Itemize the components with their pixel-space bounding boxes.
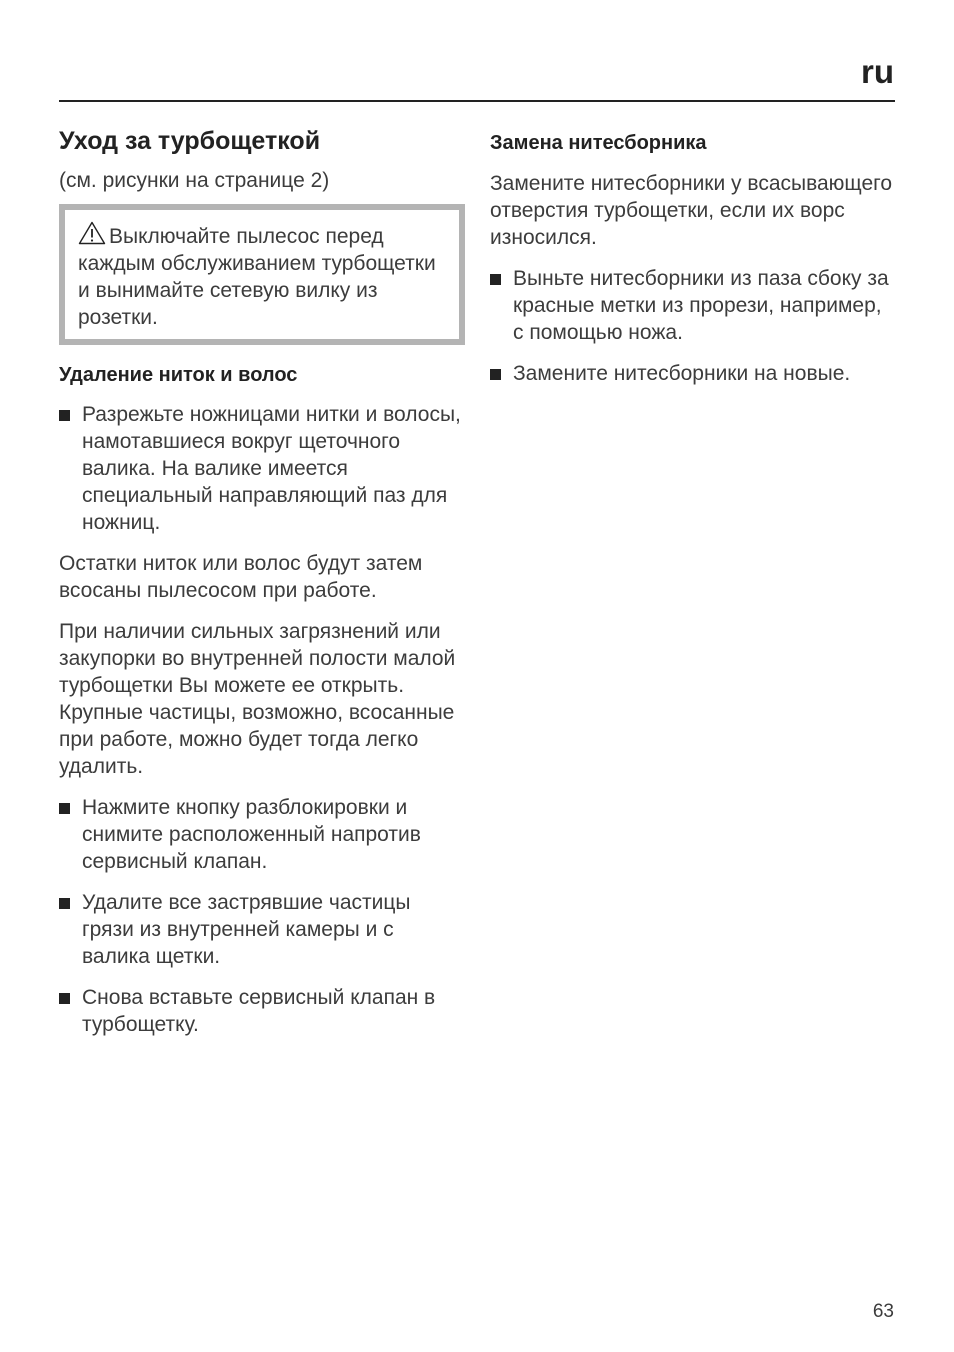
warning-text: Выключайте пылесос перед каждым обслуживанием турбощетки и вынимайте сетевую вилку из розетки. (78, 225, 436, 329)
right-column (490, 125, 895, 401)
section-heading-replacement: Замена нитесборника (490, 132, 707, 154)
list-item-text: Замените нитесборники на новые. (513, 362, 851, 385)
section-heading-thread-removal: Удаление ниток и волос (59, 364, 298, 386)
page-number: 63 (872, 1301, 894, 1322)
square-bullet-icon (59, 410, 70, 421)
language-label: ru (861, 53, 894, 90)
left-column (59, 125, 465, 1052)
warning-triangle-icon (78, 221, 106, 245)
list-item-text: Удалите все застрявшие частицы грязи из внутренней камеры и с валика щетки. (82, 891, 411, 968)
list-item (59, 984, 465, 1038)
square-bullet-icon (59, 803, 70, 814)
list-item-text: Снова вставьте сервисный клапан в турбощетку. (82, 986, 436, 1036)
paragraph-residue: Остатки ниток или волос будут затем всосаны пылесосом при работе. (59, 552, 423, 602)
list-item-text: Разрежьте ножницами нитки и волосы, намотавшиеся вокруг щеточного валика. На валике имеется специальный направляющий паз для ножниц. (82, 403, 461, 534)
paragraph-blockage: При наличии сильных загрязнений или закупорки во внутренней полости малой турбощетки Вы можете ее открыть. Крупные частицы, возможно, всосанные при работе, можно будет тогда легко удалить. (59, 620, 456, 778)
square-bullet-icon (59, 993, 70, 1004)
square-bullet-icon (490, 369, 501, 380)
warning-box (59, 204, 465, 345)
page-title: Уход за турбощеткой (59, 127, 321, 155)
list-item (59, 401, 465, 536)
list-item (490, 360, 895, 387)
square-bullet-icon (59, 898, 70, 909)
square-bullet-icon (490, 274, 501, 285)
list-item (490, 265, 895, 346)
list-item-text: Нажмите кнопку разблокировки и снимите расположенный напротив сервисный клапан. (82, 796, 421, 873)
list-item-text: Выньте нитесборники из паза сбоку за красные метки из прорези, например, с помощью ножа. (513, 267, 889, 344)
paragraph-replacement: Замените нитесборники у всасывающего отверстия турбощетки, если их ворс износился. (490, 172, 893, 249)
figure-reference: (см. рисунки на странице 2) (59, 169, 330, 192)
list-item (59, 889, 465, 970)
header-divider (59, 100, 895, 102)
list-item (59, 794, 465, 875)
